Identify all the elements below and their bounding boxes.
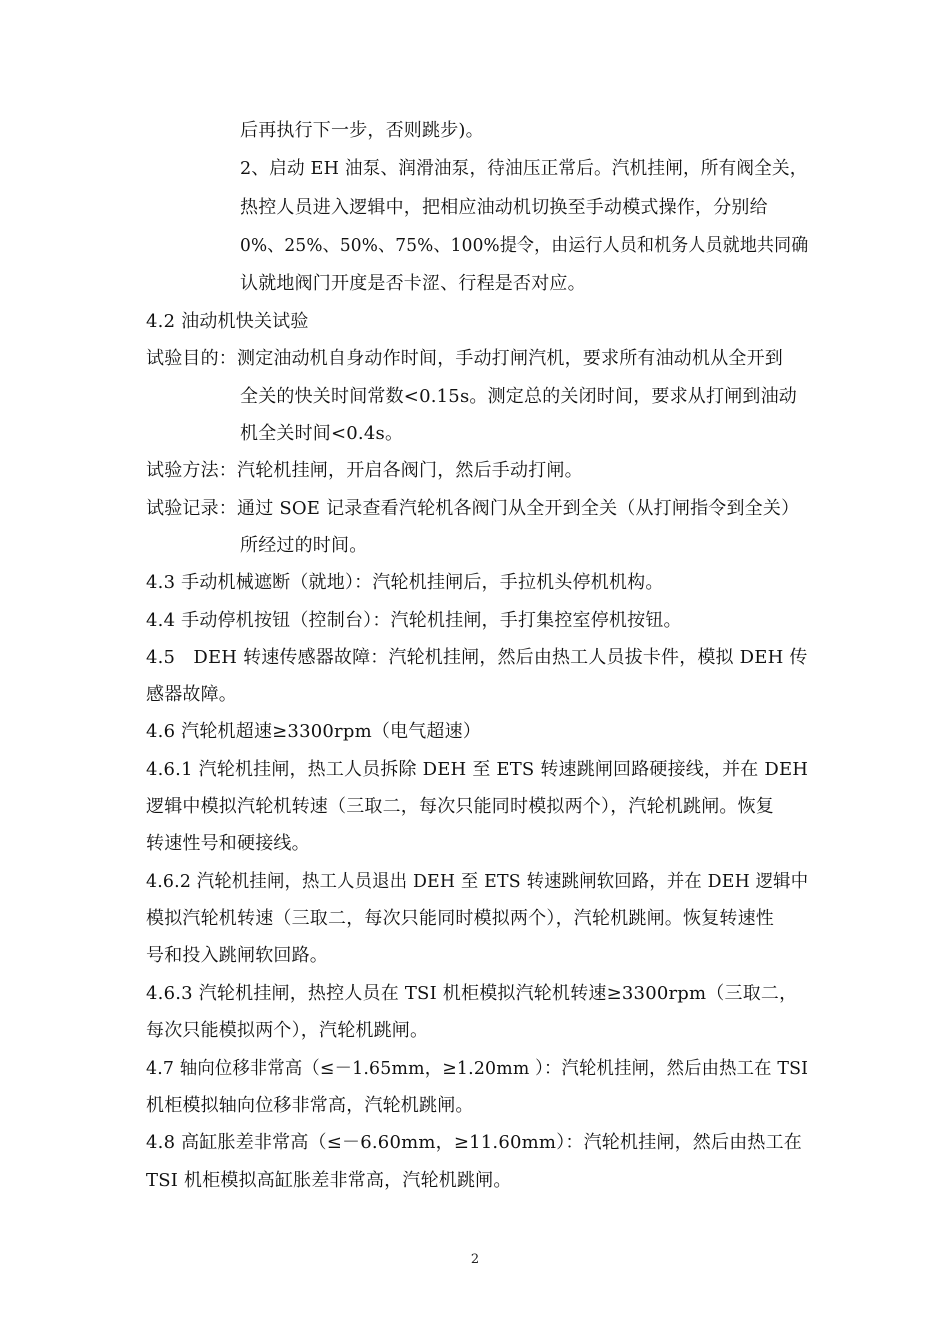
section-heading: 4.2 油动机快关试验: [146, 311, 309, 332]
text-line: TSI 机柜模拟高缸胀差非常高，汽轮机跳闸。: [146, 1170, 512, 1191]
text-line: 后再执行下一步，否则跳步)。: [240, 120, 484, 141]
text-line: 号和投入跳闸软回路。: [146, 945, 328, 966]
text-line: 0%、25%、50%、75%、100%提令，由运行人员和机务人员就地共同确: [240, 235, 809, 256]
text-line: 认就地阀门开度是否卡涩、行程是否对应。: [240, 273, 586, 294]
section-heading: 4.6.1 汽轮机挂闸，热工人员拆除 DEH 至 ETS 转速跳闸回路硬接线，并在 DEH: [146, 759, 809, 780]
text-line: 机柜模拟轴向位移非常高，汽轮机跳闸。: [146, 1095, 474, 1116]
section-heading: 4.6.3 汽轮机挂闸，热控人员在 TSI 机柜模拟汽轮机转速≥3300rpm（三取二，: [146, 983, 798, 1004]
text-line: 热控人员进入逻辑中，把相应油动机切换至手动模式操作，分别给: [240, 197, 768, 218]
text-line: 2、启动 EH 油泵、润滑油泵，待油压正常后。汽机挂闸，所有阀全关，: [240, 158, 808, 179]
text-line: 感器故障。: [146, 684, 237, 705]
text-line: 模拟汽轮机转速（三取二，每次只能同时模拟两个），汽轮机跳闸。恢复转速性: [146, 908, 774, 929]
section-heading: 4.3 手动机械遮断（就地）：汽轮机挂闸后，手拉机头停机机构。: [146, 572, 664, 593]
section-heading: 4.8 高缸胀差非常高（≤－6.60mm，≥11.60mm）：汽轮机挂闸，然后由热工在: [146, 1132, 802, 1153]
section-heading: 4.4 手动停机按钮（控制台）：汽轮机挂闸，手打集控室停机按钮。: [146, 610, 682, 631]
text-line: 逻辑中模拟汽轮机转速（三取二，每次只能同时模拟两个），汽轮机跳闸。恢复: [146, 796, 774, 817]
text-line: 试验目的：测定油动机自身动作时间，手动打闸汽机，要求所有油动机从全开到: [146, 348, 783, 369]
page-number: 2: [470, 1252, 480, 1267]
section-heading: 4.5 DEH 转速传感器故障：汽轮机挂闸，然后由热工人员拔卡件，模拟 DEH 传: [146, 647, 808, 668]
section-heading: 4.6.2 汽轮机挂闸，热工人员退出 DEH 至 ETS 转速跳闸软回路，并在 DEH 逻辑中: [146, 871, 809, 892]
section-heading: 4.6 汽轮机超速≥3300rpm（电气超速）: [146, 721, 482, 742]
text-line: 全关的快关时间常数<0.15s。测定总的关闭时间，要求从打闸到油动: [240, 386, 797, 407]
text-line: 每次只能模拟两个），汽轮机跳闸。: [146, 1020, 429, 1041]
text-line: 机全关时间<0.4s。: [240, 423, 404, 444]
text-line: 转速性号和硬接线。: [146, 833, 310, 854]
section-heading: 4.7 轴向位移非常高（≤－1.65mm，≥1.20mm ）：汽轮机挂闸，然后由热工在 TSI: [146, 1058, 809, 1079]
text-line: 试验方法：汽轮机挂闸，开启各阀门，然后手动打闸。: [146, 460, 583, 481]
text-line: 所经过的时间。: [240, 535, 368, 556]
text-line: 试验记录：通过 SOE 记录查看汽轮机各阀门从全开到全关（从打闸指令到全关）: [146, 498, 800, 519]
